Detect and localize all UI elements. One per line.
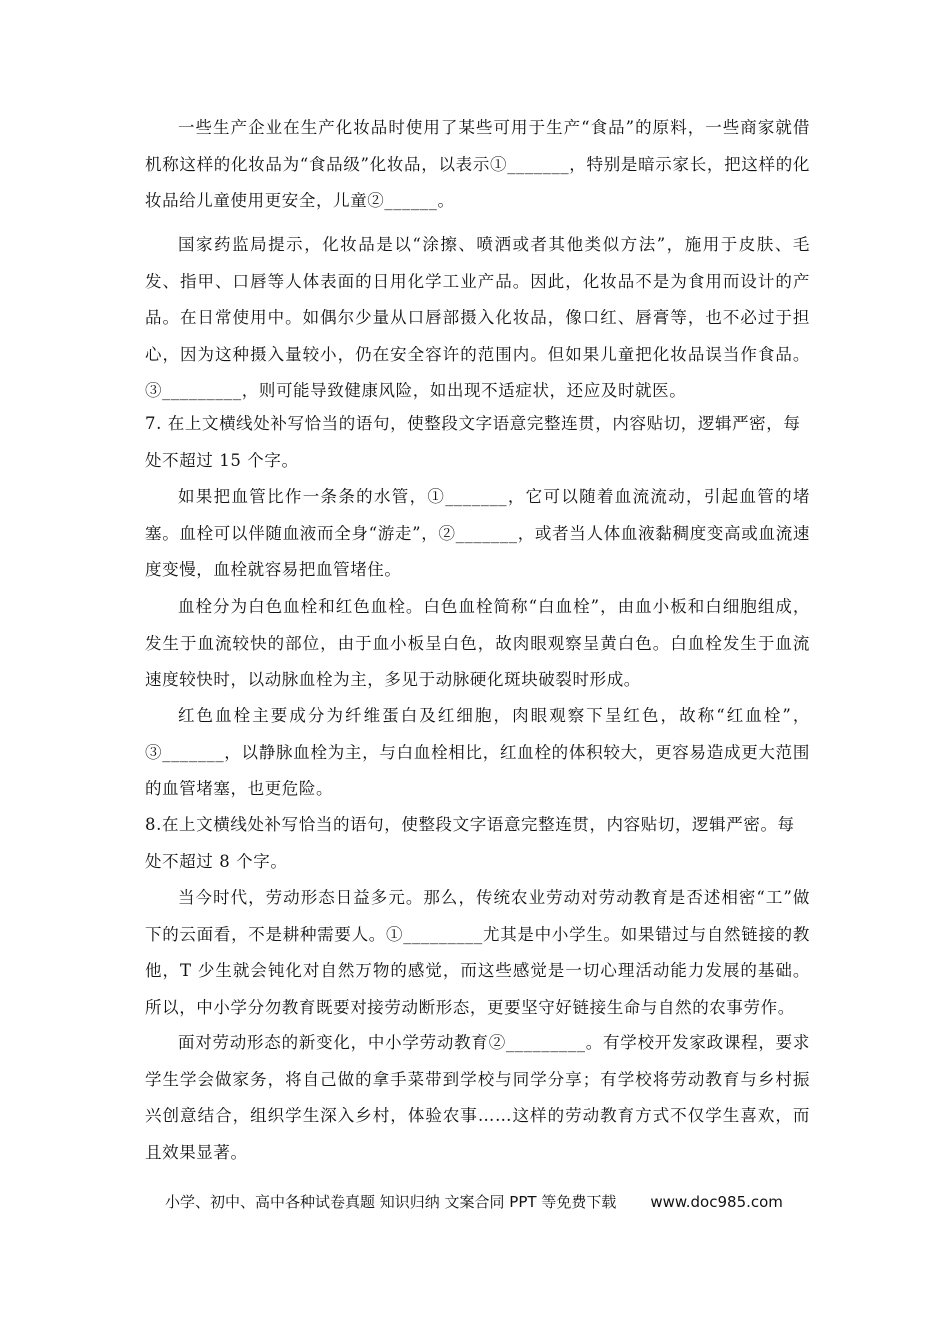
passage2-paragraph-1: 如果把血管比作一条条的水管，①_______，它可以随着血流流动，引起血管的堵塞。血栓可以伴随血液而全身“游走”，②_______，或者当人体血液黏稠度变高或血流速度变慢，血栓就容易把血管堵住。	[145, 487, 810, 580]
passage2-paragraph-3: 红色血栓主要成分为纤维蛋白及红细胞，肉眼观察下呈红色，故称“红血栓”，③_______，以静脉血栓为主，与白血栓相比，红血栓的体积较大，更容易造成更大范围的血管堵塞，也更危险。	[145, 706, 810, 799]
footer	[165, 1190, 805, 1214]
passage1-paragraph-1: 一些生产企业在生产化妆品时使用了某些可用于生产“食品”的原料，一些商家就借机称这样的化妆品为“食品级”化妆品，以表示①_______，特别是暗示家长，把这样的化妆品给儿童使用更安全，儿童②______。	[145, 118, 810, 211]
footer-url[interactable]: www.doc985.com	[650, 1193, 783, 1211]
question-7: 7. 在上文横线处补写恰当的语句，使整段文字语意完整连贯，内容贴切，逻辑严密，每处不超过 15 个字。	[145, 414, 801, 470]
footer-text: 小学、初中、高中各种试卷真题 知识归纳 文案合同 PPT 等免费下载	[165, 1193, 617, 1211]
passage2-paragraph-2: 血栓分为白色血栓和红色血栓。白色血栓简称“白血栓”，由血小板和白细胞组成，发生于血流较快的部位，由于血小板呈白色，故肉眼观察呈黄白色。白血栓发生于血流速度较快时，以动脉血栓为主，多见于动脉硬化斑块破裂时形成。	[145, 597, 810, 690]
passage3-paragraph-1: 当今时代，劳动形态日益多元。那么，传统农业劳动对劳动教育是否述相密“工”做下的云面看，不是耕种需要人。①_________尤其是中小学生。如果错过与自然链接的教他，T 少生就会钝化对自然万物的感觉，而这些感觉是一切心理活动能力发展的基础。所以，中小学分勿教育既要对接劳动断形态，更要坚守好链接生命与自然的农事劳作。	[145, 888, 810, 1017]
question-8: 8.在上文横线处补写恰当的语句，使整段文字语意完整连贯，内容贴切，逻辑严密。每处不超过 8 个字。	[145, 815, 795, 871]
passage1-paragraph-2: 国家药监局提示，化妆品是以“涂擦、喷洒或者其他类似方法”，施用于皮肤、毛发、指甲、口唇等人体表面的日用化学工业产品。因此，化妆品不是为食用而设计的产品。在日常使用中。如偶尔少量从口唇部摄入化妆品，像口红、唇膏等，也不必过于担心，因为这种摄入量较小，仍在安全容许的范围内。但如果儿童把化妆品误当作食品。③_________，则可能导致健康风险，如出现不适症状，还应及时就医。	[145, 235, 810, 401]
passage3-paragraph-2: 面对劳动形态的新变化，中小学劳动教育②_________。有学校开发家政课程，要求学生学会做家务，将自己做的拿手菜带到学校与同学分享；有学校将劳动教育与乡村振兴创意结合，组织学生深入乡村，体验农事……这样的劳动教育方式不仅学生喜欢，而且效果显著。	[145, 1033, 810, 1162]
